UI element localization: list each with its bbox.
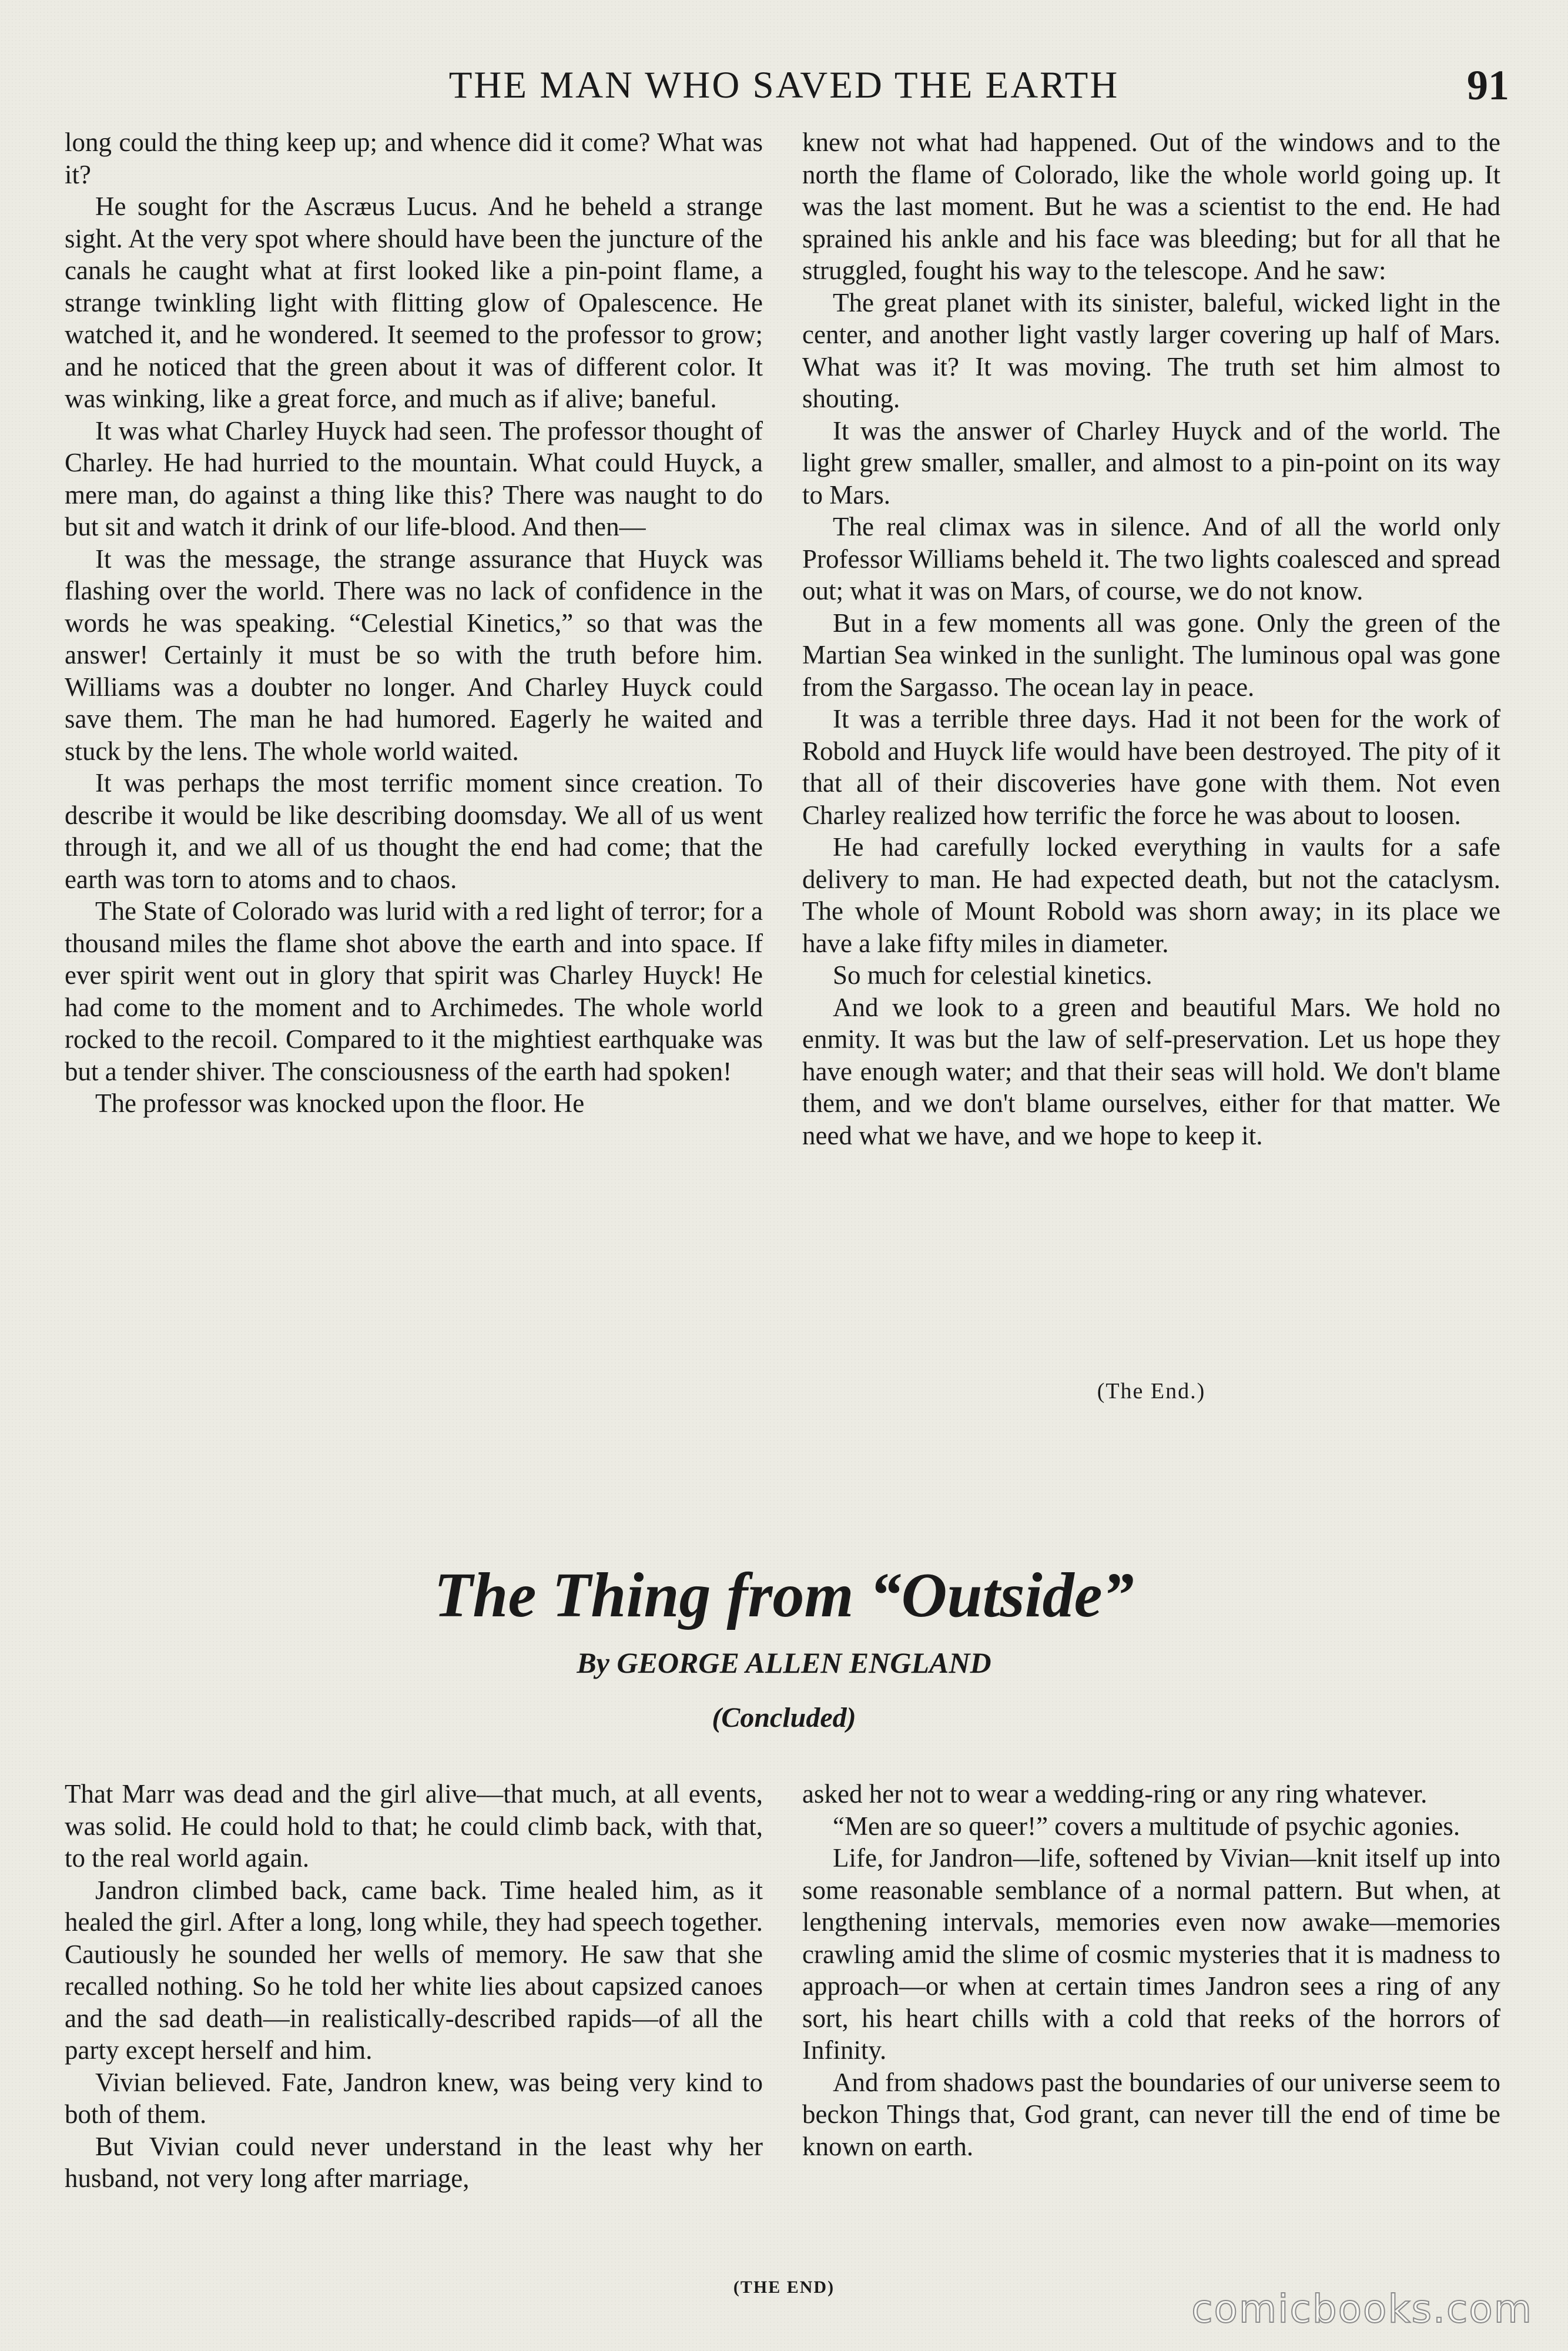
story2-the-end: (THE END) xyxy=(733,2278,835,2297)
paragraph: It was a terrible three days. Had it not been for the work of Robold and Huyck life would have been destroyed. The pity of it that all of their discoveries have gone with them. Not even Charley realized how terrific the force he was about to loosen. xyxy=(802,704,1500,830)
paragraph: So much for celestial kinetics. xyxy=(833,960,1152,990)
paragraph: knew not what had happened. Out of the windows and to the north the flame of Colorado, like the whole world going up. It was the last moment. But he was a scientist to the end. He had sprained his ankle and his face was bleeding; but for all that he struggled, fought his way to the telescope. And he saw: xyxy=(802,128,1500,285)
paragraph: It was the message, the strange assurance that Huyck was flashing over the world. There was no lack of confidence in the words he was speaking. “Celestial Kinetics,” so that was the answer! Certainly it must be so with the truth before him. Williams was a doubter no longer. And Charley Huyck could save them. The man he had humored. Eagerly he waited and stuck by the lens. The whole world waited. xyxy=(65,544,763,766)
paragraph: asked her not to wear a wedding-ring or any ring whatever. xyxy=(802,1779,1428,1809)
watermark: comicbooks.com xyxy=(1191,2286,1533,2332)
story-title: The Thing from “Outside” xyxy=(434,1560,1134,1630)
running-title: THE MAN WHO SAVED THE EARTH xyxy=(448,64,1120,106)
paragraph: Vivian believed. Fate, Jandron knew, was being very kind to both of them. xyxy=(65,2067,763,2129)
story2-column-right xyxy=(802,1778,1500,2162)
story2-column-left xyxy=(65,1778,763,2195)
concluded-label: (Concluded) xyxy=(712,1702,856,1733)
story1-the-end: (The End.) xyxy=(1097,1379,1206,1404)
paragraph: That Marr was dead and the girl alive—that much, at all events, was solid. He could hold to that; he could climb back, with that, to the real world again. xyxy=(65,1779,763,1873)
paragraph: But Vivian could never understand in the least why her husband, not very long after marriage, xyxy=(65,2131,763,2193)
page-number: 91 xyxy=(1467,62,1509,109)
story1-column-left xyxy=(65,126,763,1120)
paragraph: Life, for Jandron—life, softened by Vivian—knit itself up into some reasonable semblance of a normal pattern. But when, at lengthening intervals, memories even now awake—memories crawling amid the slime of cosmic mysteries that it is madness to approach—or when at certain times Jandron sees a ring of any sort, his heart chills with a cold that reeks of the horrors of Infinity. xyxy=(802,1843,1500,2065)
paragraph: The State of Colorado was lurid with a red light of terror; for a thousand miles the flame shot above the earth and into space. If ever spirit went out in glory that spirit was Charley Huyck! He had come to the moment and to Archimedes. The whole world rocked to the recoil. Compared to it the mightiest earthquake was but a tender shiver. The consciousness of the earth had spoken! xyxy=(65,896,763,1086)
story1-column-right xyxy=(802,126,1500,1151)
paragraph: And from shadows past the boundaries of our universe seem to beckon Things that, God grant, can never till the end of time be known on earth. xyxy=(802,2067,1500,2161)
paragraph: Jandron climbed back, came back. Time healed him, as it healed the girl. After a long, long while, they had speech together. Cautiously he sounded her wells of memory. He saw that she recalled nothing. So he told her white lies about capsized canoes and the sad death—in realistically-described rapids—of all the party except herself and him. xyxy=(65,1875,763,2065)
paragraph: The great planet with its sinister, baleful, wicked light in the center, and another light vastly larger covering up half of Mars. What was it? It was moving. The truth set him almost to shouting. xyxy=(802,287,1500,413)
paragraph: And we look to a green and beautiful Mars. We hold no enmity. It was but the law of self-preservation. Let us hope they have enough water; and that their seas will hold. We don't blame them, and we don't blame ourselves, either for that matter. We need what we have, and we hope to keep it. xyxy=(802,992,1500,1150)
paragraph: He sought for the Ascræus Lucus. And he beheld a strange sight. At the very spot where should have been the juncture of the canals he caught what at first looked like a pin-point flame, a strange twinkling light with flitting glow of Opalescence. He watched it, and he wondered. It seemed to the professor to grow; and he noticed that the green about it was of different color. It was winking, like a great force, and much as if alive; baneful. xyxy=(65,192,763,413)
paragraph: The professor was knocked upon the floor. He xyxy=(95,1089,585,1118)
paragraph: It was what Charley Huyck had seen. The professor thought of Charley. He had hurried to the mountain. What could Huyck, a mere man, do against a thing like this? There was naught to do but sit and watch it drink of our life-blood. And then— xyxy=(65,416,763,541)
paragraph: “Men are so queer!” covers a multitude of psychic agonies. xyxy=(833,1811,1460,1841)
paragraph: The real climax was in silence. And of all the world only Professor Williams beheld it. The two lights coalesced and spread out; what it was on Mars, of course, we do not know. xyxy=(802,512,1500,605)
paragraph: It was perhaps the most terrific moment since creation. To describe it would be like describing doomsday. We all of us went through it, and we all of us thought the end had come; that the earth was torn to atoms and to chaos. xyxy=(65,768,763,894)
byline: By GEORGE ALLEN ENGLAND xyxy=(577,1646,991,1679)
paragraph: It was the answer of Charley Huyck and of the world. The light grew smaller, smaller, and almost to a pin-point on its way to Mars. xyxy=(802,416,1500,510)
paragraph: But in a few moments all was gone. Only the green of the Martian Sea winked in the sunlight. The luminous opal was gone from the Sargasso. The ocean lay in peace. xyxy=(802,608,1500,702)
paragraph: He had carefully locked everything in vaults for a safe delivery to man. He had expected death, but not the cataclysm. The whole of Mount Robold was shorn away; in its place we have a lake fifty miles in diameter. xyxy=(802,832,1500,958)
paragraph: long could the thing keep up; and whence did it come? What was it? xyxy=(65,128,763,189)
